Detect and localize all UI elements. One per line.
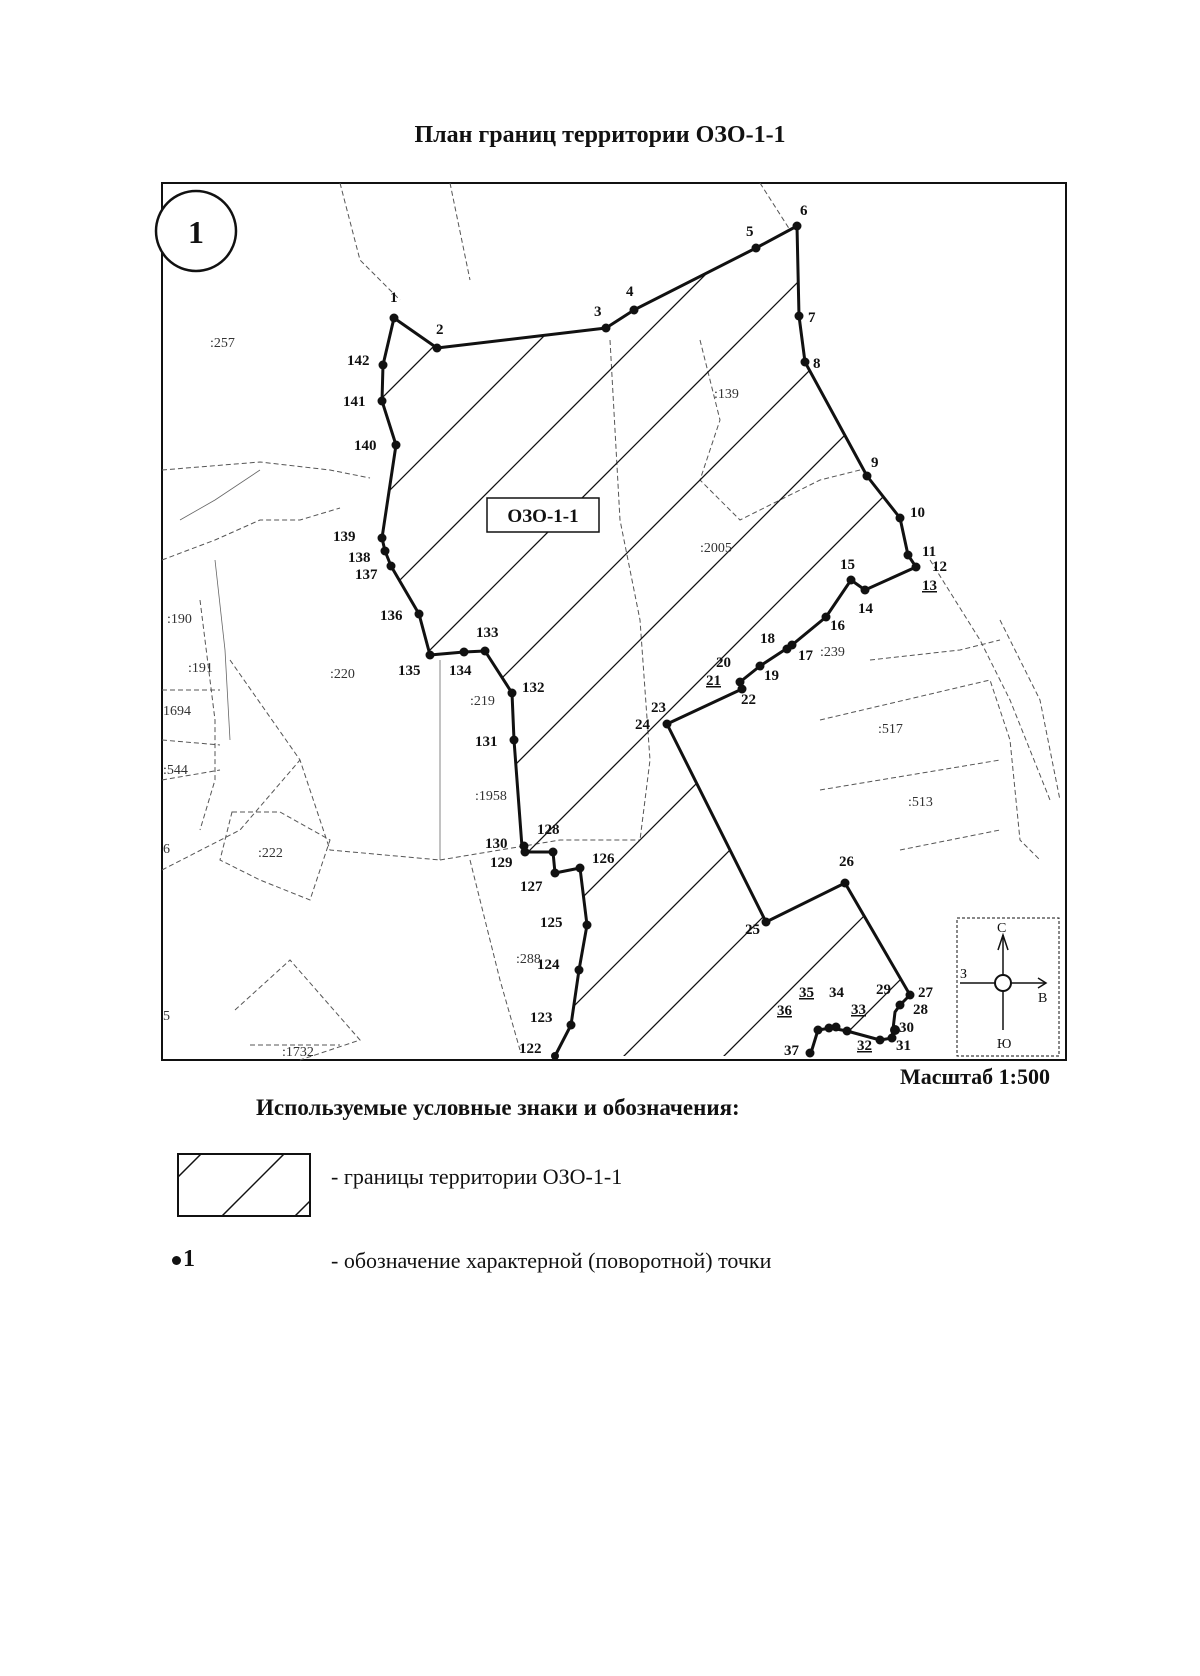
legend-zone-desc: - границы территории ОЗО-1-1 [331,1164,623,1189]
point-137 [387,562,396,571]
point-label: 140 [354,438,377,454]
point-label: 24 [635,717,650,733]
point-label: 137 [355,567,378,583]
point-label: 4 [626,284,634,300]
point-label: 25 [745,922,760,938]
point-label: 23 [651,700,666,716]
point-label: 18 [760,631,775,647]
point-label: 36 [777,1003,792,1019]
point-26 [841,879,850,888]
point-label: 142 [347,353,370,369]
point-6 [793,222,802,231]
point-label: 31 [896,1038,911,1054]
point-label: 133 [476,625,499,641]
parcel-label: :222 [258,846,283,861]
point-36 [814,1026,823,1035]
point-label: 9 [871,455,879,471]
parcel-label: :257 [210,336,235,351]
point-label: 32 [857,1038,872,1054]
boundary-points [378,222,921,1061]
point-label: 122 [519,1041,542,1057]
parcel-lines [162,183,1060,1060]
legend-point-desc: - обозначение характерной (поворотной) точки [331,1248,772,1273]
point-label: 128 [537,822,560,838]
point-label: 14 [858,601,873,617]
point-23 [663,720,672,729]
point-label: 138 [348,550,371,566]
point-label: 8 [813,356,821,372]
point-133 [481,647,490,656]
compass-west: З [960,967,968,982]
point-label: 2 [436,322,444,338]
point-label: 136 [380,608,403,624]
point-label: 17 [798,648,813,664]
point-25 [762,918,771,927]
legend-point-sample [172,1246,195,1273]
point-27 [906,991,915,1000]
parcel-label: :288 [516,952,541,967]
point-label: 16 [830,618,845,634]
point-label: 15 [840,557,855,573]
point-9 [863,472,872,481]
point-7 [795,312,804,321]
point-1 [390,314,399,323]
point-139 [378,534,387,543]
legend-title: Используемые условные знаки и обозначения: [256,1095,740,1120]
point-label: 10 [910,505,925,521]
point-label: 28 [913,1002,928,1018]
point-124 [575,966,584,975]
point-label: 130 [485,836,508,852]
point-label: 131 [475,734,498,750]
parcel-label: 1694 [163,704,191,719]
legend-point-number: 1 [183,1246,195,1272]
point-label: 37 [784,1043,799,1059]
point-label: 126 [592,851,615,867]
compass-rose [957,918,1059,1056]
map-scale: Масштаб 1:500 [900,1064,1051,1089]
point-141 [378,397,387,406]
point-label: 30 [899,1020,914,1036]
parcel-label: :513 [908,795,933,810]
point-132 [508,689,517,698]
point-label: 27 [918,985,933,1001]
point-label: 34 [829,985,844,1001]
parcel-label: :191 [188,661,213,676]
point-dot-icon [172,1256,181,1265]
point-label: 3 [594,304,602,320]
parcel-label: :190 [167,612,192,627]
point-134 [460,648,469,657]
point-128 [549,848,558,857]
point-12 [912,563,921,572]
point-130 [520,842,529,851]
point-142 [379,361,388,370]
compass-north: С [997,921,1007,936]
point-2 [433,344,442,353]
point-label: 124 [537,957,560,973]
point-131 [510,736,519,745]
map-frame [162,183,1066,1060]
point-138 [381,547,390,556]
parcel-label: :239 [820,645,845,660]
point-label: 125 [540,915,563,931]
point-4 [630,306,639,315]
point-37 [806,1049,815,1058]
point-11 [904,551,913,560]
parcel-labels [163,336,933,1060]
point-140 [392,441,401,450]
point-8 [801,358,810,367]
point-label: 22 [741,692,756,708]
parcel-label: :219 [470,694,495,709]
parcel-label: :517 [878,722,903,737]
point-label: 29 [876,982,891,998]
point-label: 12 [932,559,947,575]
point-18 [783,645,792,654]
point-15 [847,576,856,585]
point-label: 127 [520,879,543,895]
parcel-label: :139 [714,387,739,402]
point-123 [567,1021,576,1030]
point-label: 35 [799,985,814,1001]
point-14 [861,586,870,595]
point-label: 129 [490,855,513,871]
point-29 [896,1001,905,1010]
point-label: 20 [716,655,731,671]
point-label: 141 [343,394,366,410]
point-33 [843,1027,852,1036]
legend-zone-swatch [177,1153,311,1217]
parcel-label: :2005 [700,541,732,556]
parcel-label: :220 [330,667,355,682]
point-32 [876,1036,885,1045]
parcel-label: :544 [163,763,188,778]
point-label: 6 [800,203,808,219]
point-label: 1 [390,290,398,306]
point-10 [896,514,905,523]
compass-east: В [1038,991,1048,1006]
point-135 [426,651,435,660]
point-125 [583,921,592,930]
parcel-label: :1958 [475,789,507,804]
point-label: 123 [530,1010,553,1026]
page-title: План границ территории ОЗО-1-1 [414,122,786,148]
point-label: 26 [839,854,854,870]
point-35 [825,1024,834,1033]
parcel-label: 5 [163,1009,170,1024]
parcel-label: 6 [163,842,170,857]
point-label: 21 [706,673,721,689]
point-label: 33 [851,1002,866,1018]
zone-label: ОЗО-1-1 [507,506,579,527]
point-122 [551,1052,559,1060]
point-127 [551,869,560,878]
parcel-label: :1732 [282,1045,314,1060]
point-label: 11 [922,544,937,560]
compass-south: Ю [997,1037,1012,1052]
point-label: 135 [398,663,421,679]
point-label: 134 [449,663,472,679]
point-label: 13 [922,578,937,594]
sheet-number: 1 [188,214,204,250]
point-3 [602,324,611,333]
point-136 [415,610,424,619]
point-label: 7 [808,310,816,326]
point-label: 5 [746,224,754,240]
point-label: 139 [333,529,356,545]
point-5 [752,244,761,253]
point-label: 19 [764,668,779,684]
point-126 [576,864,585,873]
point-label: 132 [522,680,545,696]
